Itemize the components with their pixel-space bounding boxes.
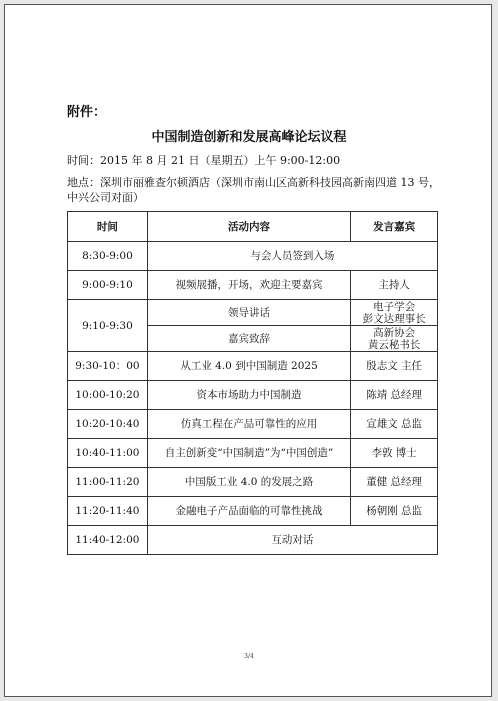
row-activity: 领导讲话	[147, 300, 350, 326]
row-time: 9:30-10：00	[68, 352, 148, 381]
row-time: 9:00-9:10	[68, 271, 148, 300]
agenda-title: 中国制造创新和发展高峰论坛议程	[151, 130, 347, 145]
attachment-label: 附件：	[67, 105, 107, 120]
row-time: 9:10-9:30	[68, 300, 148, 352]
page-number: 3/4	[244, 653, 254, 660]
event-time: 时间：2015 年 8 月 21 日（星期五）上午 9:00-12:00	[67, 154, 341, 167]
table-row	[68, 381, 438, 410]
row-activity: 嘉宾致辞	[147, 326, 350, 352]
row-speaker: 李敦 博士	[351, 439, 438, 468]
row-speaker: 宣雄文 总监	[351, 410, 438, 439]
table-row	[68, 352, 438, 381]
speaker-org: 高新协会	[373, 326, 416, 339]
table-header-row	[68, 212, 438, 242]
row-activity: 与会人员签到入场	[147, 242, 437, 271]
row-time: 11:40-12:00	[68, 526, 148, 555]
event-place: 地点：深圳市丽雅查尔顿酒店（深圳市南山区高新科技园高新南四道 13 号，中兴公司对面）	[67, 176, 440, 204]
header-speaker: 发言嘉宾	[351, 212, 438, 242]
row-time: 11:00-11:20	[68, 468, 148, 497]
row-speaker: 董健 总经理	[351, 468, 438, 497]
header-activity: 活动内容	[147, 212, 350, 242]
row-activity: 从工业 4.0 到中国制造 2025	[147, 352, 350, 381]
row-speaker	[351, 300, 438, 326]
row-activity: 资本市场助力中国制造	[147, 381, 350, 410]
document-page	[4, 4, 492, 697]
row-speaker: 主持人	[351, 271, 438, 300]
row-activity: 自主创新变“中国制造”为“中国创造”	[147, 439, 350, 468]
row-activity: 仿真工程在产品可靠性的应用	[147, 410, 350, 439]
row-activity: 视频展播，开场，欢迎主要嘉宾	[147, 271, 350, 300]
row-speaker: 杨朝刚 总监	[351, 497, 438, 526]
row-activity: 金融电子产品面临的可靠性挑战	[147, 497, 350, 526]
row-speaker	[351, 326, 438, 352]
speaker-name: 彭文达理事长	[362, 312, 426, 325]
speaker-name: 黄云秘书长	[367, 338, 421, 351]
table-row	[68, 242, 438, 271]
row-time: 10:00-10:20	[68, 381, 148, 410]
row-speaker: 殷志文 主任	[351, 352, 438, 381]
agenda-table	[67, 211, 438, 555]
table-row	[68, 271, 438, 300]
speaker-org: 电子学会	[373, 300, 416, 313]
row-time: 8:30-9:00	[68, 242, 148, 271]
table-row	[68, 497, 438, 526]
table-row	[68, 439, 438, 468]
table-row	[68, 300, 438, 326]
table-row	[68, 410, 438, 439]
row-time: 10:40-11:00	[68, 439, 148, 468]
row-activity: 中国版工业 4.0 的发展之路	[147, 468, 350, 497]
table-row	[68, 468, 438, 497]
row-activity: 互动对话	[147, 526, 437, 555]
header-time: 时间	[68, 212, 148, 242]
row-time: 11:20-11:40	[68, 497, 148, 526]
row-time: 10:20-10:40	[68, 410, 148, 439]
row-speaker: 陈靖 总经理	[351, 381, 438, 410]
table-row	[68, 526, 438, 555]
